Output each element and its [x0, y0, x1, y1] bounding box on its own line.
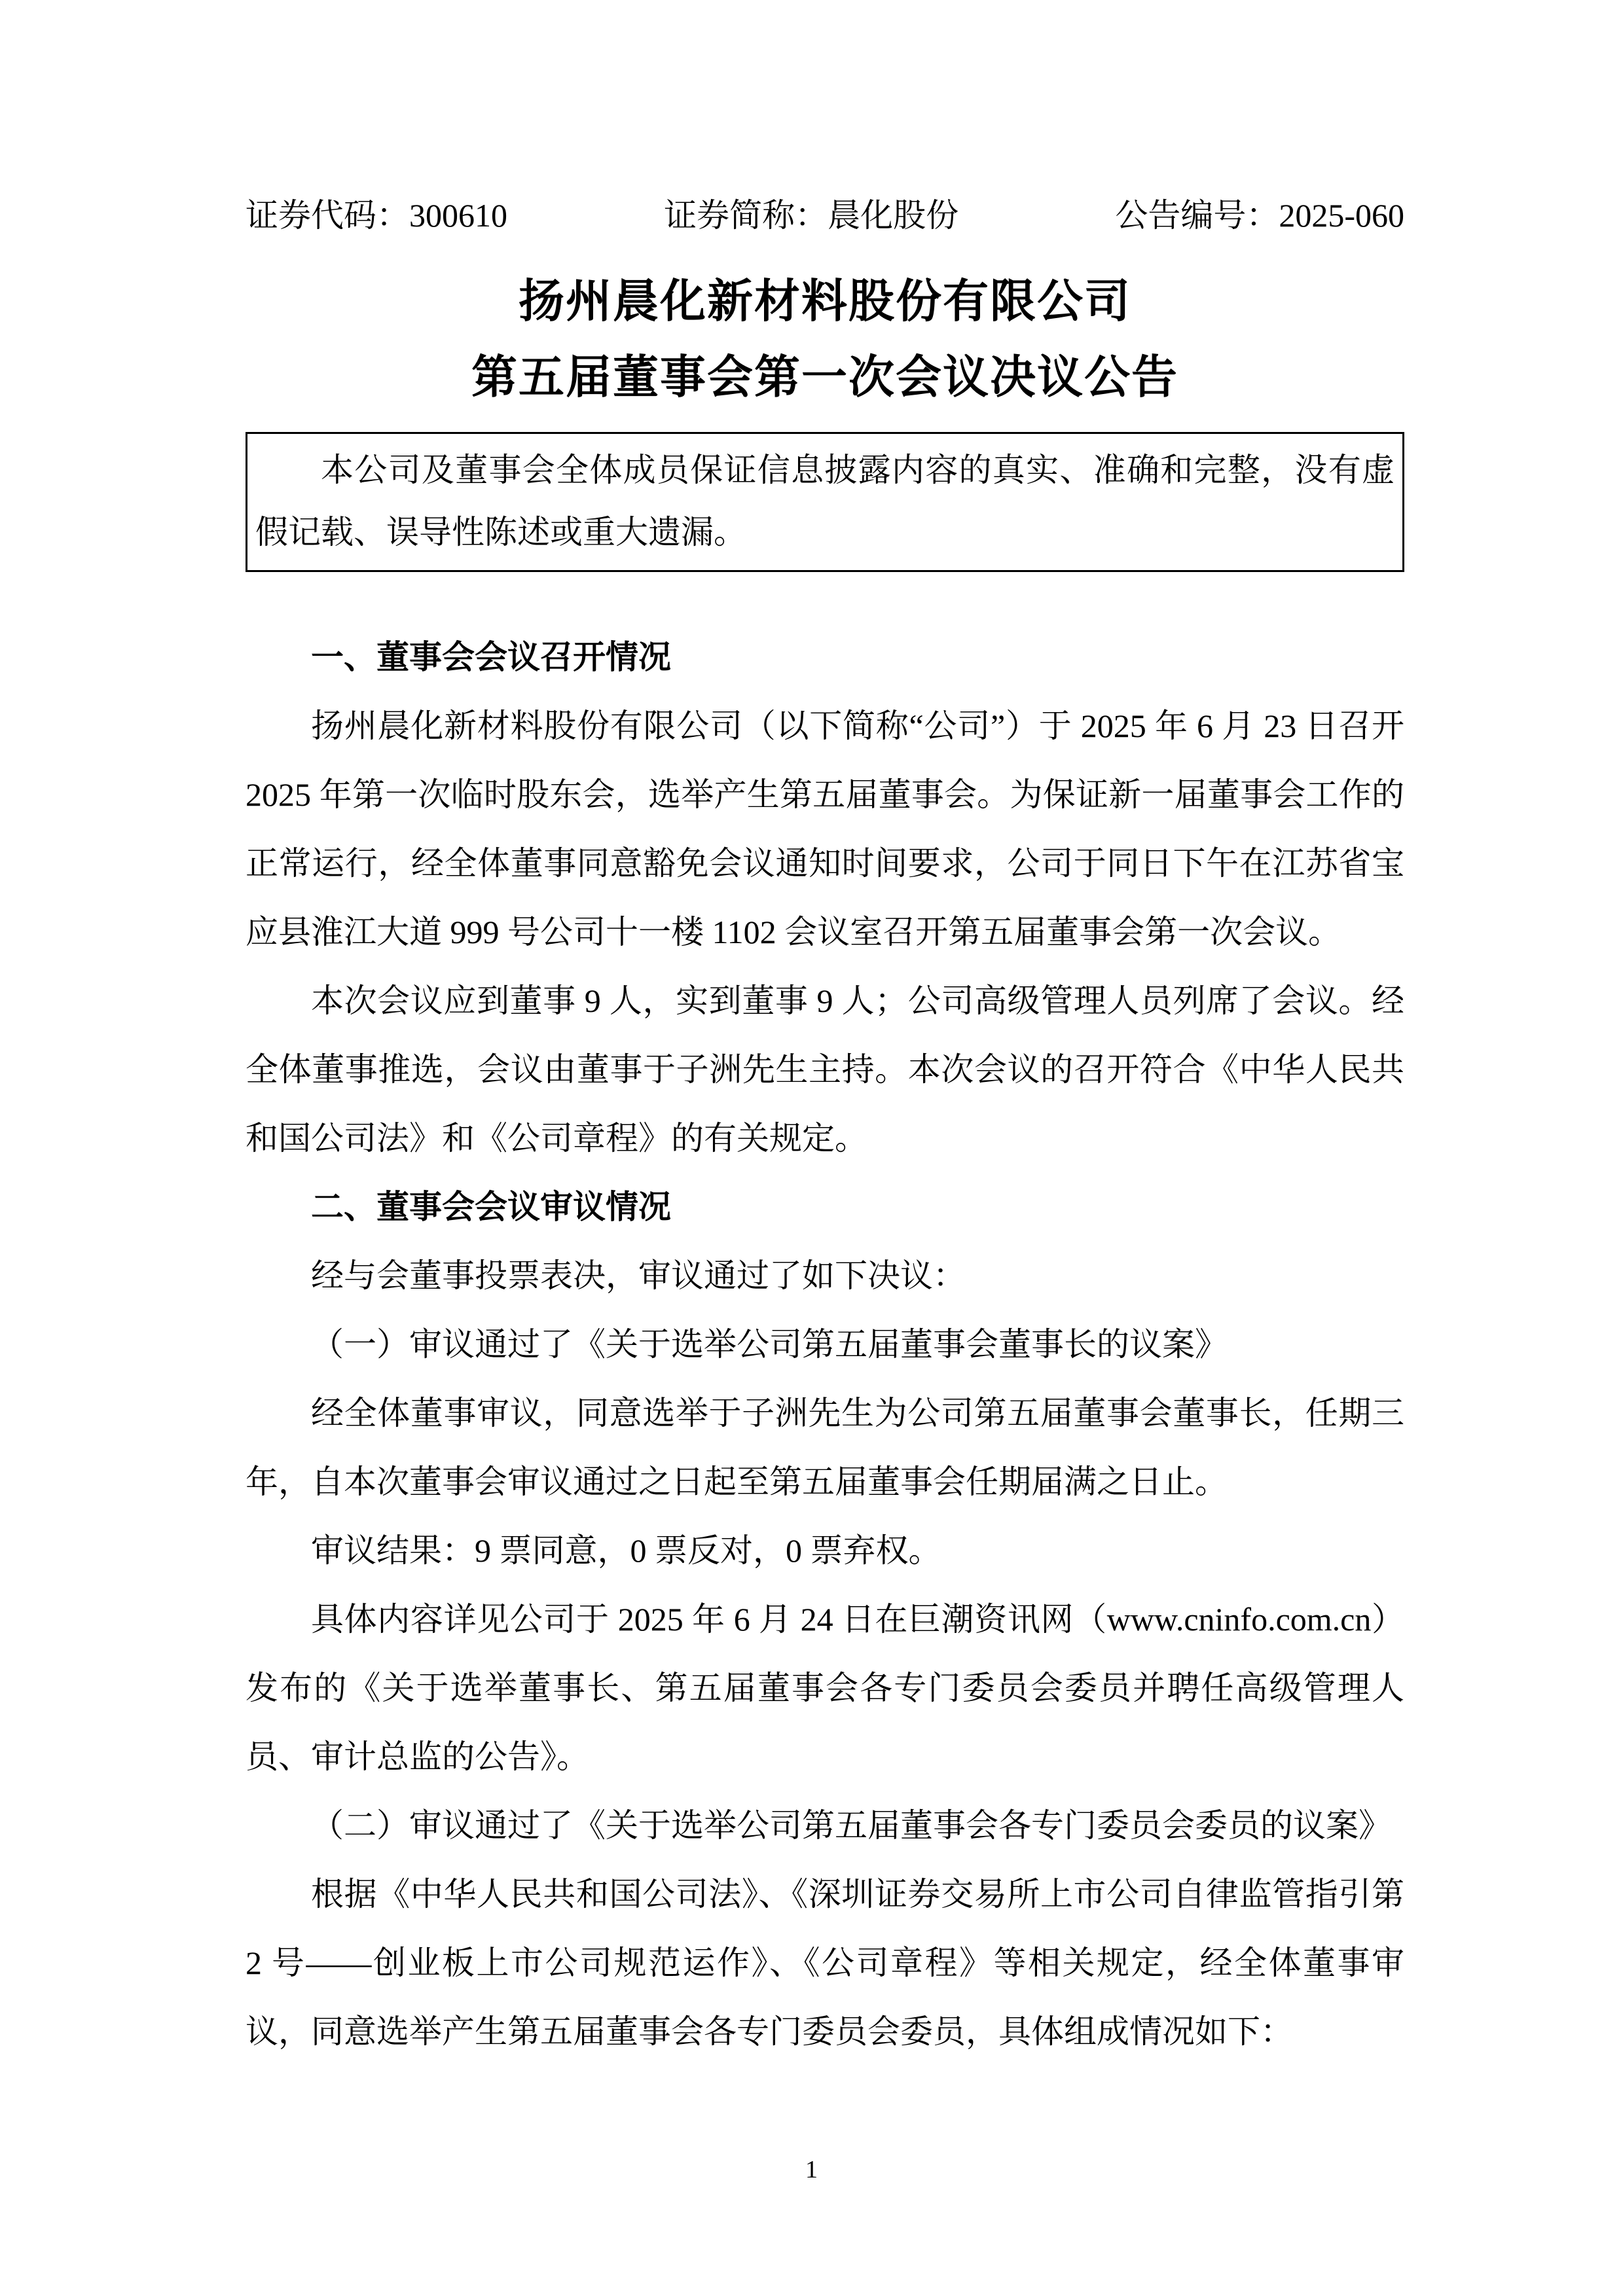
paragraph: 经与会董事投票表决，审议通过了如下决议： — [311, 1257, 966, 1294]
stock-code-label: 证券代码：300610 — [246, 197, 507, 234]
paragraph: 具体内容详见公司于 2025 年 6 月 24 日在巨潮资讯网（www.cninfo.com.cn）发布的《关于选举董事长、第五届董事会各专门委员会委员并聘任高级管理人员、审计总监的公告》。 — [246, 1601, 1404, 1775]
page-content — [246, 0, 1404, 2066]
paragraph: 扬州晨化新材料股份有限公司（以下简称“公司”）于 2025 年 6 月 23 日召开 2025 年第一次临时股东会，选举产生第五届董事会。为保证新一届董事会工作的正常运行，经全体董事同意豁免会议通知时间要求，公司于同日下午在江苏省宝应县淮江大道 999 号公司十一楼 1102 会议室召开第五届董事会第一次会议。 — [246, 708, 1404, 950]
section-2-heading: 二、董事会会议审议情况 — [311, 1189, 671, 1225]
paragraph: 经全体董事审议，同意选举于子洲先生为公司第五届董事会董事长，任期三年，自本次董事会审议通过之日起至第五届董事会任期届满之日止。 — [246, 1395, 1404, 1500]
vote-result: 审议结果：9 票同意，0 票反对，0 票弃权。 — [311, 1532, 941, 1569]
company-name-title: 扬州晨化新材料股份有限公司 — [519, 277, 1131, 327]
section-1-heading: 一、董事会会议召开情况 — [311, 639, 671, 675]
paragraph: 本次会议应到董事 9 人，实到董事 9 人；公司高级管理人员列席了会议。经全体董事推选，会议由董事于子洲先生主持。本次会议的召开符合《中华人民共和国公司法》和《公司章程》的有关规定。 — [246, 982, 1404, 1157]
paragraph: 根据《中华人民共和国公司法》、《深圳证券交易所上市公司自律监管指引第 2 号——创业板上市公司规范运作》、《公司章程》等相关规定，经全体董事审议，同意选举产生第五届董事会各专门委员会委员，具体组成情况如下： — [246, 1876, 1404, 2050]
securities-header-row — [246, 0, 1404, 236]
resolution-2-title: （二）审议通过了《关于选举公司第五届董事会各专门委员会委员的议案》 — [311, 1807, 1391, 1844]
page-number: 1 — [805, 2156, 818, 2183]
disclaimer-text: 本公司及董事会全体成员保证信息披露内容的真实、准确和完整，没有虚假记载、误导性陈述或重大遗漏。 — [255, 452, 1395, 550]
disclaimer-box — [246, 432, 1404, 572]
stock-abbr-label: 证券简称：晨化股份 — [664, 197, 959, 234]
resolution-1-title: （一）审议通过了《关于选举公司第五届董事会董事长的议案》 — [311, 1326, 1228, 1363]
announcement-body — [246, 623, 1404, 2066]
announcement-no-label: 公告编号：2025-060 — [1115, 197, 1404, 234]
announcement-title: 第五届董事会第一次会议决议公告 — [471, 353, 1178, 403]
